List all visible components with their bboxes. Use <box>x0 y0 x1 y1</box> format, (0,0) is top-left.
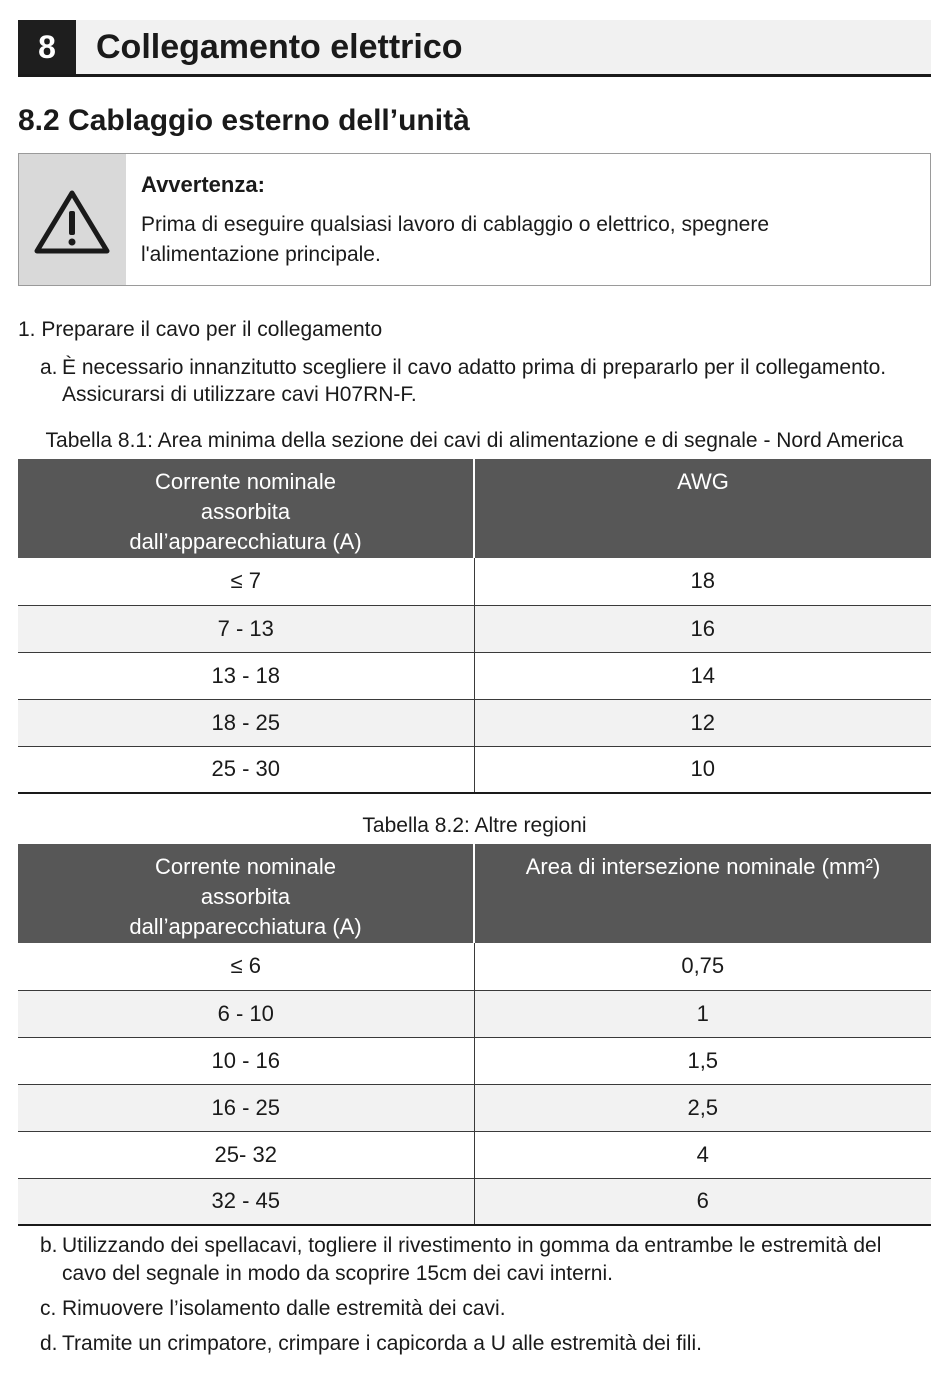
step-a-marker: a. <box>40 356 58 379</box>
step-c-text: Rimuovere l’isolamento dalle estremità dei cavi. <box>62 1297 506 1320</box>
table-cell: 1 <box>474 990 931 1037</box>
table2-header-current: Corrente nominale assorbita dall’apparecchiatura (A) <box>18 844 474 943</box>
table-cell: 16 - 25 <box>18 1084 474 1131</box>
table-row <box>18 652 931 699</box>
table-cell: 18 - 25 <box>18 699 474 746</box>
table2-header-row <box>18 844 931 943</box>
steps-list-bottom <box>40 1232 930 1365</box>
table1-header-awg: AWG <box>474 459 931 558</box>
step-b-marker: b. <box>40 1234 58 1257</box>
chapter-number: 8 <box>18 20 76 74</box>
table1-header-row <box>18 459 931 558</box>
table-cell: 0,75 <box>474 943 931 990</box>
table-cell: 4 <box>474 1131 931 1178</box>
table-cell: 2,5 <box>474 1084 931 1131</box>
table-row <box>18 943 931 990</box>
table-cell: 1,5 <box>474 1037 931 1084</box>
table-cell: 12 <box>474 699 931 746</box>
table-cell: 10 <box>474 746 931 793</box>
warning-heading: Avvertenza: <box>141 172 265 197</box>
table-cell: 14 <box>474 652 931 699</box>
step-b <box>40 1232 930 1288</box>
table-row <box>18 1131 931 1178</box>
table-row <box>18 699 931 746</box>
table2 <box>18 844 931 1226</box>
table-row <box>18 746 931 793</box>
table2-header-area: Area di intersezione nominale (mm²) <box>474 844 931 943</box>
table-row <box>18 1178 931 1225</box>
table-cell: 25 - 30 <box>18 746 474 793</box>
warning-box <box>18 153 931 286</box>
step-d-marker: d. <box>40 1332 58 1355</box>
table-cell: 18 <box>474 558 931 605</box>
table-cell: 6 - 10 <box>18 990 474 1037</box>
table2-caption: Tabella 8.2: Altre regioni <box>362 814 587 837</box>
step-b-text: Utilizzando dei spellacavi, togliere il rivestimento in gomma da entrambe le estremità del cavo del segnale in modo da scoprire 15cm dei cavi interni. <box>62 1234 882 1285</box>
table-cell: 16 <box>474 605 931 652</box>
warning-text: Prima di eseguire qualsiasi lavoro di cablaggio o elettrico, spegnere l'alimentazione principale. <box>141 213 770 266</box>
section-title: 8.2 Cablaggio esterno dell’unità <box>18 104 470 137</box>
table-row <box>18 1084 931 1131</box>
table-row <box>18 990 931 1037</box>
table-row <box>18 558 931 605</box>
table-cell: 6 <box>474 1178 931 1225</box>
step-d <box>40 1330 930 1358</box>
step-a <box>40 354 920 408</box>
warning-triangle-icon <box>34 189 110 255</box>
step-a-text: È necessario innanzitutto scegliere il cavo adatto prima di prepararlo per il collegamento. Assicurarsi di utilizzare cavi H07RN-F. <box>62 356 887 406</box>
table-cell: ≤ 7 <box>18 558 474 605</box>
table1 <box>18 459 931 794</box>
warning-icon-cell <box>19 154 126 285</box>
table-cell: ≤ 6 <box>18 943 474 990</box>
table-cell: 32 - 45 <box>18 1178 474 1225</box>
table-row <box>18 1037 931 1084</box>
step-c <box>40 1295 930 1323</box>
step-d-text: Tramite un crimpatore, crimpare i capicorda a U alle estremità dei fili. <box>62 1332 702 1355</box>
table1-header-current: Corrente nominale assorbita dall’apparecchiatura (A) <box>18 459 474 558</box>
table-cell: 10 - 16 <box>18 1037 474 1084</box>
table-cell: 13 - 18 <box>18 652 474 699</box>
step-c-marker: c. <box>40 1297 57 1320</box>
chapter-title: Collegamento elettrico <box>96 28 463 66</box>
table-cell: 7 - 13 <box>18 605 474 652</box>
table-row <box>18 605 931 652</box>
step-1: 1. Preparare il cavo per il collegamento <box>18 318 383 341</box>
table-cell: 25- 32 <box>18 1131 474 1178</box>
chapter-header <box>18 20 931 77</box>
table1-caption: Tabella 8.1: Area minima della sezione dei cavi di alimentazione e di segnale - Nord America <box>45 429 904 452</box>
